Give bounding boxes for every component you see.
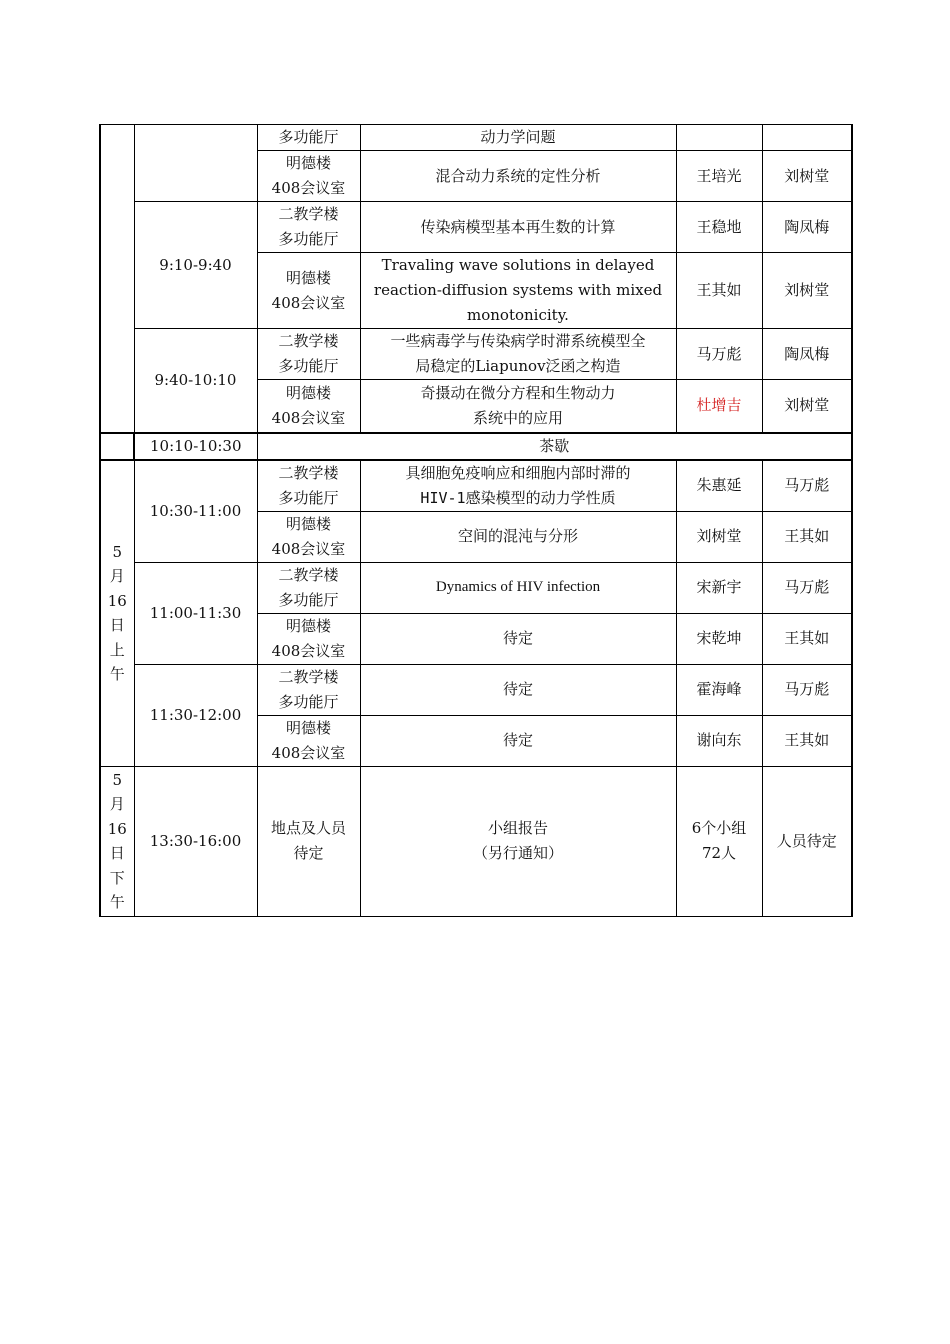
table-row: [100, 562, 852, 613]
topic-cell: 混合动力系统的定性分析: [360, 151, 676, 202]
venue-cell: 二教学楼 多功能厅: [257, 562, 360, 613]
time-cell: 11:00-11:30: [134, 562, 257, 664]
speaker-cell: [676, 125, 762, 151]
schedule-table: [99, 124, 853, 917]
tea-break-row: [100, 433, 852, 460]
venue-cell: 明德楼 408会议室: [257, 511, 360, 562]
topic-cell: 小组报告 （另行通知）: [360, 766, 676, 916]
topic-cell: Dynamics of HIV infection: [360, 562, 676, 613]
speaker-cell: 马万彪: [676, 329, 762, 380]
speaker-cell: 6个小组 72人: [676, 766, 762, 916]
day-label-morning: 5 月 16 日 上 午: [100, 460, 134, 767]
speaker-cell: 王其如: [676, 253, 762, 329]
time-cell: 9:10-9:40: [134, 202, 257, 329]
chair-cell: 刘树堂: [762, 253, 852, 329]
venue-cell: 多功能厅: [257, 125, 360, 151]
chair-cell: 王其如: [762, 511, 852, 562]
topic-cell: 待定: [360, 664, 676, 715]
speaker-cell-highlighted: 杜增吉: [676, 380, 762, 433]
speaker-cell: 霍海峰: [676, 664, 762, 715]
chair-cell: 陶凤梅: [762, 202, 852, 253]
speaker-cell: 刘树堂: [676, 511, 762, 562]
topic-cell: 一些病毒学与传染病学时滞系统模型全 局稳定的Liapunov泛函之构造: [360, 329, 676, 380]
table-row: [100, 766, 852, 916]
speaker-cell: 谢向东: [676, 715, 762, 766]
speaker-cell: 王培光: [676, 151, 762, 202]
time-cell: 10:30-11:00: [134, 460, 257, 563]
time-cell: 9:40-10:10: [134, 329, 257, 433]
chair-cell: 王其如: [762, 715, 852, 766]
chair-cell: 人员待定: [762, 766, 852, 916]
topic-cell: Travaling wave solutions in delayed reaction-diffusion systems with mixed monotonicity.: [360, 253, 676, 329]
venue-cell: 二教学楼 多功能厅: [257, 202, 360, 253]
speaker-cell: 宋新宇: [676, 562, 762, 613]
table-row: [100, 202, 852, 253]
time-cell: 10:10-10:30: [134, 433, 257, 460]
day-cell-empty: [100, 433, 134, 460]
table-row: [100, 329, 852, 380]
chair-cell: 马万彪: [762, 562, 852, 613]
time-cell: 13:30-16:00: [134, 766, 257, 916]
time-cell-empty: [134, 125, 257, 202]
venue-cell: 二教学楼 多功能厅: [257, 664, 360, 715]
venue-cell: 二教学楼 多功能厅: [257, 329, 360, 380]
venue-cell: 二教学楼 多功能厅: [257, 460, 360, 512]
chair-cell: 王其如: [762, 613, 852, 664]
day-cell-empty: [100, 125, 134, 433]
table-row: [100, 664, 852, 715]
venue-cell: 明德楼 408会议室: [257, 613, 360, 664]
chair-cell: [762, 125, 852, 151]
speaker-cell: 宋乾坤: [676, 613, 762, 664]
chair-cell: 马万彪: [762, 460, 852, 512]
topic-cell: 动力学问题: [360, 125, 676, 151]
speaker-cell: 王稳地: [676, 202, 762, 253]
break-label: 茶歇: [257, 433, 852, 460]
chair-cell: 刘树堂: [762, 151, 852, 202]
venue-cell: 地点及人员 待定: [257, 766, 360, 916]
venue-cell: 明德楼 408会议室: [257, 715, 360, 766]
topic-cell: 待定: [360, 613, 676, 664]
table-row: [100, 460, 852, 512]
venue-cell: 明德楼 408会议室: [257, 151, 360, 202]
topic-cell: 待定: [360, 715, 676, 766]
venue-cell: 明德楼 408会议室: [257, 253, 360, 329]
topic-cell: 奇摄动在微分方程和生物动力 系统中的应用: [360, 380, 676, 433]
chair-cell: 刘树堂: [762, 380, 852, 433]
chair-cell: 陶凤梅: [762, 329, 852, 380]
table-row: [100, 125, 852, 151]
topic-cell: 具细胞免疫响应和细胞内部时滞的 HIV-1感染模型的动力学性质: [360, 460, 676, 512]
chair-cell: 马万彪: [762, 664, 852, 715]
venue-cell: 明德楼 408会议室: [257, 380, 360, 433]
topic-cell: 传染病模型基本再生数的计算: [360, 202, 676, 253]
day-label-afternoon: 5 月 16 日 下 午: [100, 766, 134, 916]
speaker-cell: 朱惠延: [676, 460, 762, 512]
time-cell: 11:30-12:00: [134, 664, 257, 766]
topic-cell: 空间的混沌与分形: [360, 511, 676, 562]
